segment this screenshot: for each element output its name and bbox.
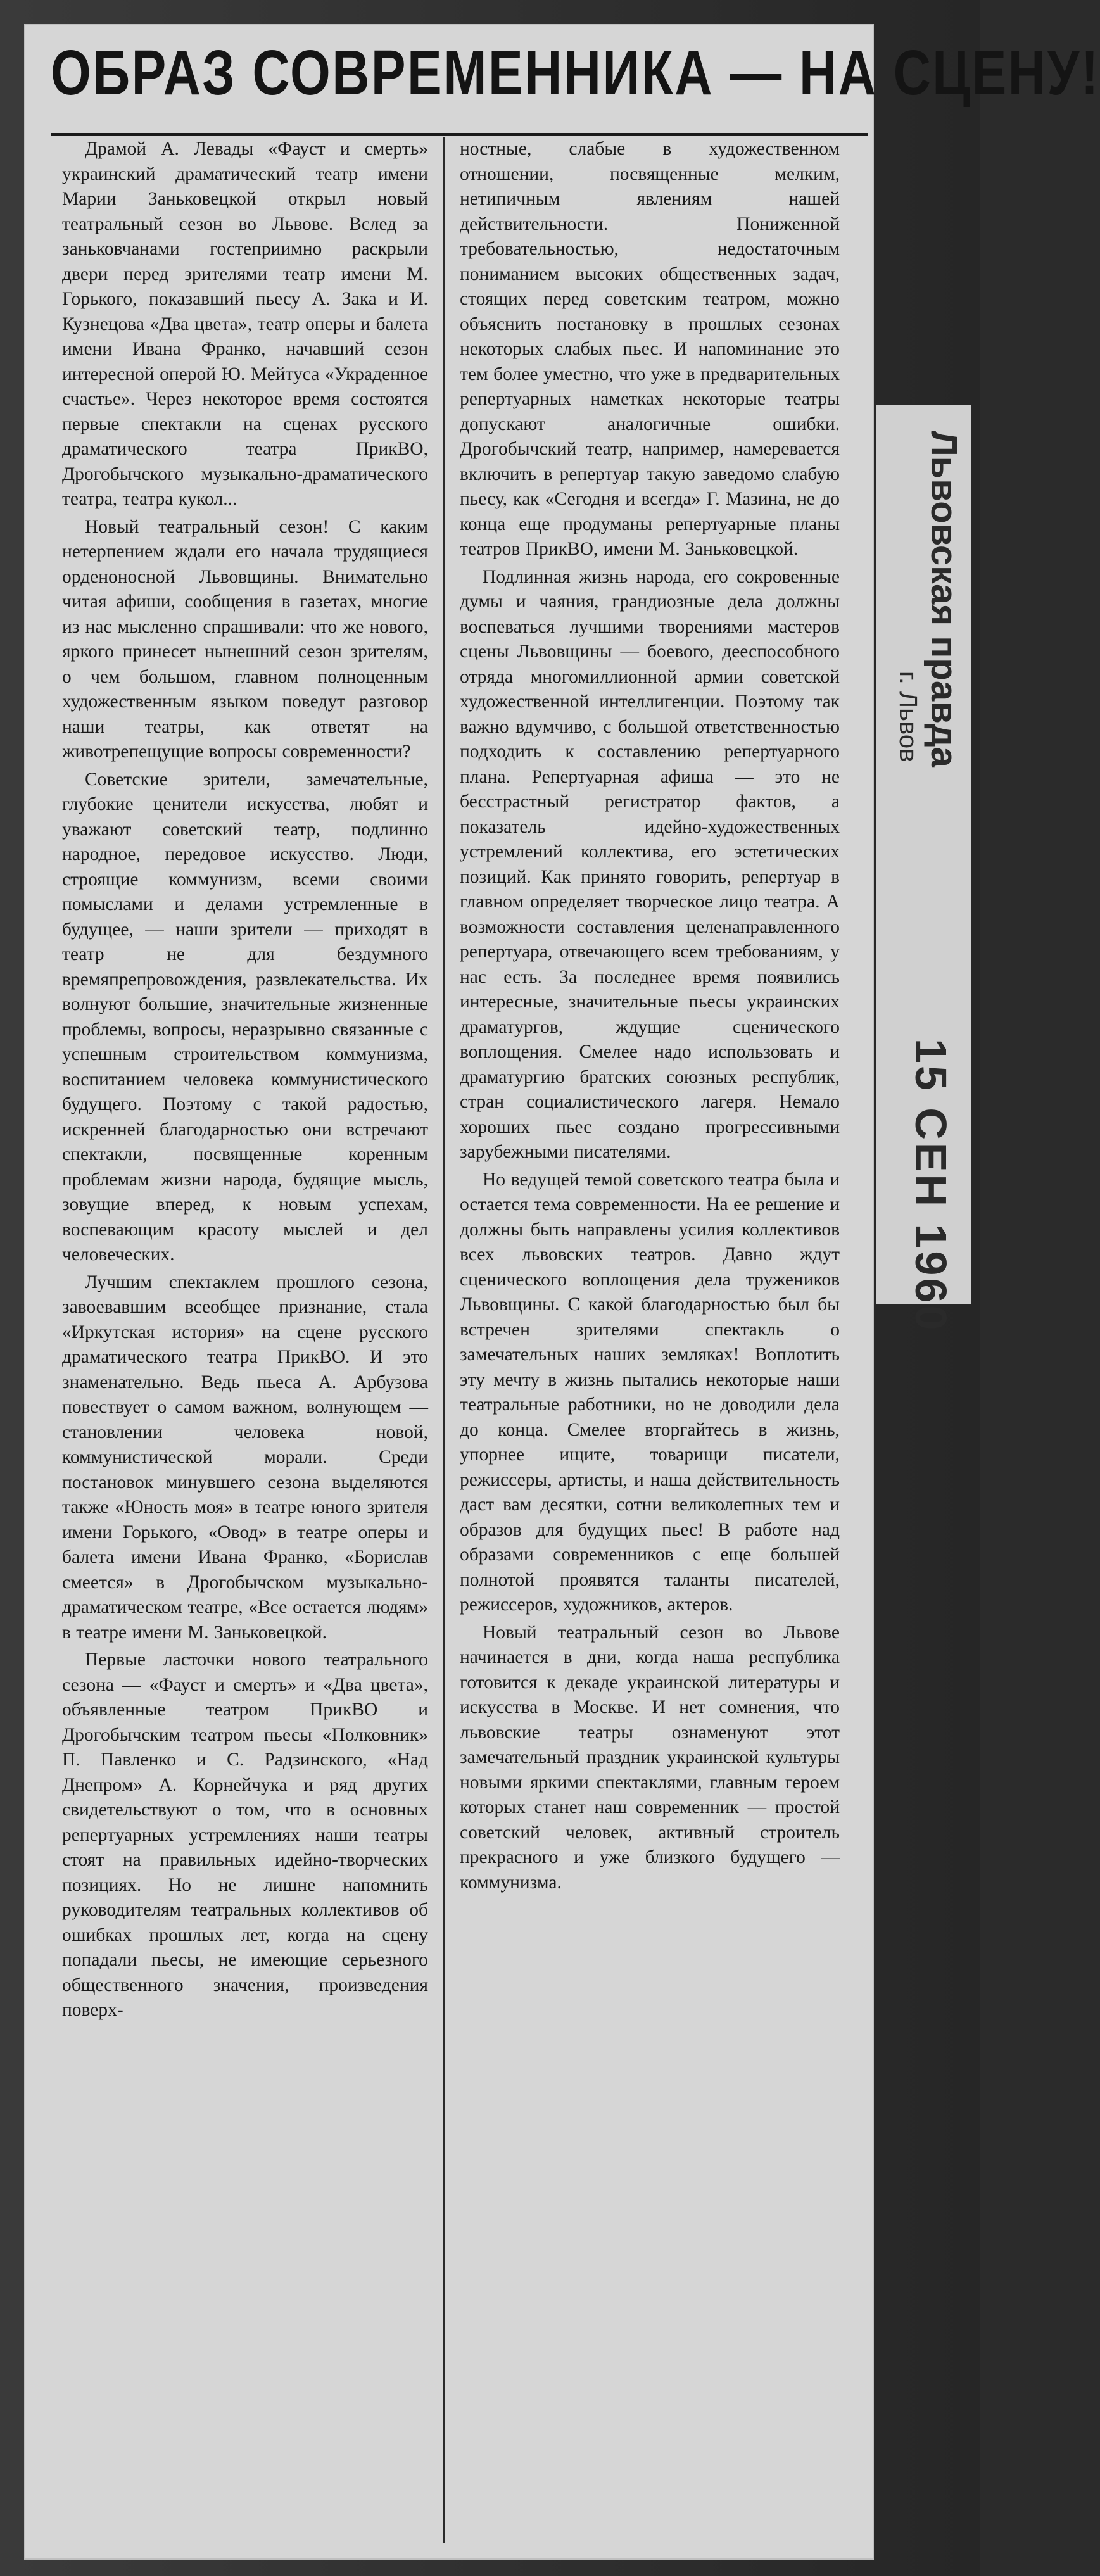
headline-rule	[51, 133, 868, 136]
article-paragraph: Первые ласточки нового театрального сезона — «Фауст и смерть» и «Два цвета», объявленные театром ПрикВО и Дрогобычским театром пьесы «Полковник» П. Павленко и С. Радзинского, «Над Днепром» А. Корнейчука и ряд других свидетельствуют о том, что в основных репертуарных устремлениях наши театры стоят на правильных идейно-творческих позициях. Но не лишне напомнить руководителям театральных коллективов об ошибках прошлых лет, когда на сцену попадали пьесы, не имеющие серьезного общественного значения, произведения поверх-	[62, 1650, 428, 2020]
article-column-right	[460, 137, 840, 2549]
article-column-left	[62, 137, 428, 2549]
stamp-city: г. Львов	[894, 671, 922, 762]
stamp-newspaper-name: Львовская правда	[923, 431, 964, 767]
article-paragraph: Подлинная жизнь народа, его сокровенные думы и чаяния, грандиозные дела должны воспеваться лучшими творениями мастеров сцены Львовщины — боевого, дееспособного отряда многомиллионной армии советской художественной интеллигенции. Поэтому так важно вдумчиво, с большой ответственностью подходить к составлению репертуарного плана. Репертуарная афиша — это не бесстрастный регистратор фактов, а показатель идейно-художественных устремлений коллектива, его эстетических позиций. Как принято говорить, репертуар в главном определяет творческое лицо театра. А возможности составления целенаправленного репертуара, отвечающего всем требованиям, у нас есть. За последнее время появились интересные, значительные пьесы украинских драматургов, ждущие сценического воплощения. Смелее надо использовать и драматургию братских союзных республик, стран социалистического лагеря. Немало хороших пьес создано прогрессивными зарубежными писателями.	[460, 566, 840, 1162]
article-headline: ОБРАЗ СОВРЕМЕННИКА — НА СЦЕНУ!	[51, 37, 1100, 108]
article-paragraph: Советские зрители, замечательные, глубокие ценители искусства, любят и уважают советский театр, подлинно народное, передовое искусство. Люди, строящие коммунизм, всеми своими помыслами и делами устремленные в будущее, — наши зрители — приходят в театр не для бездумного времяпрепровождения, развлекательства. Их волнуют большие, значительные жизненные проблемы, вопросы, неразрывно связанные с успешным строительством коммунизма, воспитанием человека коммунистического будущего. Поэтому с такой радостью, искренней благодарностью они встречают спектакли, посвященные коренным проблемам жизни народа, будящие мысль, зовущие вперед, к новым успехам, воспевающим красоту мыслей и дел человеческих.	[62, 769, 428, 1265]
article-paragraph: Драмой А. Левады «Фауст и смерть» украинский драматический театр имени Марии Заньковецкой открыл новый театральный сезон во Львове. Вслед за заньковчанами гостеприимно раскрыли двери перед зрителями театр имени М. Горького, показавший пьесу А. Зака и И. Кузнецова «Два цвета», театр оперы и балета имени Ивана Франко, начавший сезон интересной оперой Ю. Мейтуса «Украденное счастье». Через некоторое время состоятся первые спектакли на сценах русского драматического театра ПрикВО, Дрогобычского музыкально-драматического театра, театра кукол...	[62, 139, 428, 509]
article-paragraph: Новый театральный сезон во Львове начинается в дни, когда наша республика готовится к декаде украинской литературы и искусства в Москве. И нет сомнения, что львовские театры ознаменуют этот замечательный праздник украинской культуры новыми яркими спектаклями, главным героем которых станет наш современник — простой советский человек, активный строитель прекрасного и уже близкого будущего — коммунизма.	[460, 1622, 840, 1893]
stamp-date: 15 СЕН 1960	[906, 1039, 956, 1333]
column-divider	[443, 137, 445, 2543]
article-paragraph: Новый театральный сезон! С каким нетерпением ждали его начала трудящиеся орденоносной Львовщины. Внимательно читая афиши, сообщения в газетах, многие из нас мысленно спрашивали: что же нового, яркого принесет нынешний сезон зрителям, о чем большом, главном полноценным художественным языком поведут разговор наши театры, как ответят на животрепещущие вопросы современности?	[62, 516, 428, 762]
article-paragraph: ностные, слабые в художественном отношении, посвященные мелким, нетипичным явлениям нашей действительности. Пониженной требовательностью, недостаточным пониманием высоких общественных задач, стоящих перед советским театром, можно объяснить постановку в прошлых сезонах некоторых слабых пьес. И напоминание это тем более уместно, что уже в предварительных репертуарных наметках некоторые театры допускают аналогичные ошибки. Дрогобычский театр, например, намеревается включить в репертуар такую заведомо слабую пьесу, как «Сегодня и всегда» Г. Мазина, не до конца еще продуманы репертуарные планы театров ПрикВО, имени М. Заньковецкой.	[460, 139, 840, 559]
article-paragraph: Лучшим спектаклем прошлого сезона, завоевавшим всеобщее признание, стала «Иркутская история» на сцене русского драматического театра ПрикВО. И это знаменательно. Ведь пьеса А. Арбузова повествует о самом важном, волнующем — становлении человека новой, коммунистической морали. Среди постановок минувшего сезона выделяются также «Юность моя» в театре юного зрителя имени Горького, «Овод» в театре оперы и балета имени Ивана Франко, «Борислав смеется» в Дрогобычском музыкально-драматическом театре, «Все остается людям» в театре имени М. Заньковецкой.	[62, 1272, 428, 1643]
article-paragraph: Но ведущей темой советского театра была и остается тема современности. На ее решение и должны быть направлены усилия коллективов всех львовских театров. Давно ждут сценического воплощения дела тружеников Львовщины. С какой благодарностью был бы встречен зрителями спектакль о замечательных наших земляках! Воплотить эту мечту в жизнь пытались некоторые наши театральные работники, но не доводили дела до конца. Смелее вторгайтесь в жизнь, упорнее ищите, товарищи писатели, режиссеры, артисты, и наша действительность даст вам десятки, сотни великолепных тем и образов для будущих пьес! В работе над образами современников с еще большей полнотой проявятся таланты писателей, режиссеров, художников, актеров.	[460, 1169, 840, 1615]
archive-stamp-strip	[876, 405, 971, 1333]
